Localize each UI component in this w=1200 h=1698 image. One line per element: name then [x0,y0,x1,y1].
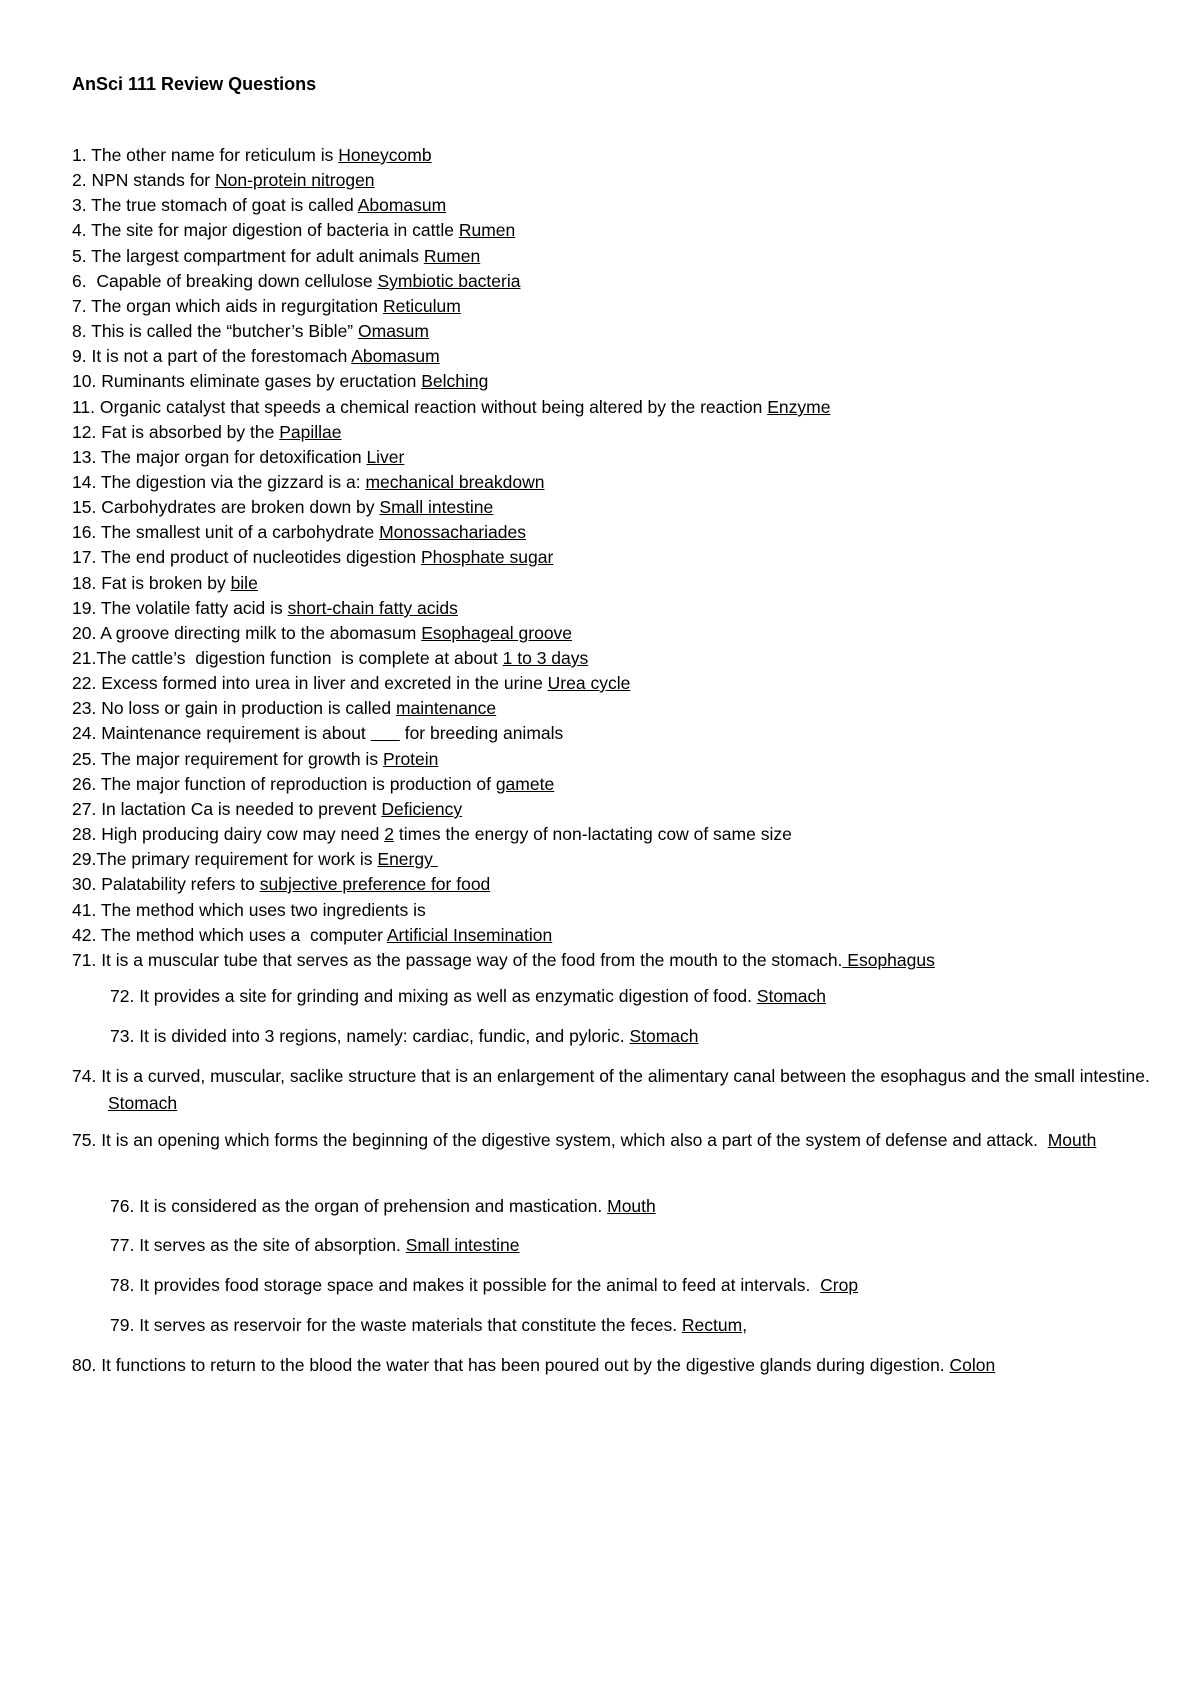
question-number: 8. [72,321,87,341]
question-item [0,192,1200,219]
question-item [0,1127,1200,1154]
question-line [0,469,1200,496]
question-answer: Stomach [108,1093,178,1113]
question-line [0,192,1200,219]
question-answer: 2 [384,824,394,844]
question-item [0,268,1200,295]
question-line [0,1193,1200,1220]
question-line [0,1063,1184,1117]
question-number: 11. [72,397,96,417]
question-answer: Rumen [458,220,516,240]
question-line [0,796,1200,823]
question-number: 22. [72,673,97,693]
question-answer: bile [230,573,258,593]
question-line [0,846,1200,873]
question-line [0,368,1200,395]
question-answer: Protein [382,749,439,769]
question-text: Fat is broken by [96,573,231,593]
question-line [0,343,1200,370]
question-item [0,394,1200,421]
question-number: 28. [72,824,97,844]
question-line [0,318,1200,345]
question-number: 74. [72,1066,97,1086]
question-number: 24. [72,723,97,743]
question-answer: Enzyme [767,397,831,417]
question-answer: Energy [377,849,438,869]
question-number: 20. [72,623,97,643]
question-number: 2. [72,170,87,190]
question-number: 17. [72,547,97,567]
question-item [0,217,1200,244]
question-item [0,983,1200,1010]
question-line [0,142,1200,169]
question-answer: Urea cycle [547,673,631,693]
question-line [0,1232,1200,1259]
question-item [0,871,1200,898]
question-answer: Esophagus [842,950,935,970]
question-line [0,922,1200,949]
question-answer: Abomasum [357,195,447,215]
question-item [0,167,1200,194]
question-item [0,1272,1200,1299]
question-line [0,746,1200,773]
question-line [0,1023,1200,1050]
question-text: Capable of breaking down cellulose [86,271,378,291]
question-text: It is a muscular tube that serves as the passage way of the food from the mouth to the stomach. [96,950,843,970]
question-item [0,243,1200,270]
question-text: It is a curved, muscular, saclike structure that is an enlargement of the alimentary canal between the esophagus and the small intestine. [96,1066,1160,1086]
question-line [0,595,1200,622]
question-number: 6. [72,271,87,291]
question-text: It is an opening which forms the beginning of the digestive system, which also a part of the system of defense and attack. [96,1130,1048,1150]
question-item [0,771,1200,798]
question-number: 78. [110,1275,135,1295]
question-item [0,444,1200,471]
question-line [0,394,1200,421]
question-line [0,444,1200,471]
question-item [0,695,1200,722]
question-line [0,1352,1184,1379]
question-item [0,1352,1200,1379]
question-item [0,318,1200,345]
question-answer: Monossachariades [379,522,526,542]
question-answer: Small intestine [379,497,494,517]
question-text: The site for major digestion of bacteria in cattle [86,220,459,240]
question-number: 71. [72,950,97,970]
question-answer: Reticulum [383,296,461,316]
question-answer: Colon [949,1355,996,1375]
question-answer: Symbiotic bacteria [377,271,521,291]
question-item [0,142,1200,169]
question-line [0,544,1200,571]
question-line [0,268,1200,295]
question-text: Organic catalyst that speeds a chemical reaction without being altered by the reaction [95,397,768,417]
question-number: 14. [72,472,97,492]
question-text: Fat is absorbed by the [96,422,280,442]
question-answer: Phosphate sugar [420,547,554,567]
question-item [0,469,1200,496]
question-number: 41. [72,900,97,920]
question-text: The end product of nucleotides digestion [96,547,421,567]
question-text: The major function of reproduction is production of [96,774,496,794]
question-item [0,796,1200,823]
question-item [0,720,1200,747]
question-line [0,695,1200,722]
question-number: 42. [72,925,97,945]
question-line [0,670,1200,697]
question-line [0,720,1200,747]
question-item [0,922,1200,949]
question-answer: Deficiency [381,799,463,819]
question-number: 77. [110,1235,135,1255]
question-line [0,494,1200,521]
question-number: 18. [72,573,97,593]
question-answer: Belching [421,371,489,391]
question-text: The true stomach of goat is called [86,195,358,215]
document-title: AnSci 111 Review Questions [72,74,317,94]
question-text: Maintenance requirement is about [96,723,371,743]
question-answer: Crop [820,1275,859,1295]
question-answer: maintenance [395,698,497,718]
question-line [0,419,1200,446]
question-item [0,620,1200,647]
question-number: 72. [110,986,135,1006]
question-number: 10. [72,371,97,391]
question-answer: Liver [366,447,405,467]
question-line [0,167,1200,194]
question-item [0,343,1200,370]
question-text: In lactation Ca is needed to prevent [96,799,382,819]
question-line [0,293,1200,320]
question-text: The method which uses a computer [96,925,387,945]
question-line [0,947,1200,974]
question-item [0,519,1200,546]
question-line [0,519,1200,546]
question-item [0,494,1200,521]
question-number: 5. [72,246,87,266]
question-text: It serves as reservoir for the waste materials that constitute the feces. [134,1315,682,1335]
question-text: The major organ for detoxification [96,447,367,467]
question-answer: Omasum [358,321,429,341]
question-number: 79. [110,1315,135,1335]
question-number: 9. [72,346,87,366]
question-line [0,217,1200,244]
question-number: 23. [72,698,97,718]
question-number: 30. [72,874,97,894]
question-line [0,821,1200,848]
question-item [0,645,1200,672]
question-line [0,1127,1184,1154]
question-text: High producing dairy cow may need [96,824,385,844]
question-item [0,544,1200,571]
question-answer: Abomasum [351,346,440,366]
question-line [0,1272,1200,1299]
question-answer: mechanical breakdown [365,472,545,492]
question-text: The digestion via the gizzard is a: [96,472,366,492]
question-number: 80. [72,1355,97,1375]
question-number: 75. [72,1130,97,1150]
question-item [0,897,1200,924]
question-text: Carbohydrates are broken down by [96,497,380,517]
question-answer: Honeycomb [338,145,432,165]
question-line [0,771,1200,798]
question-answer: Rectum, [681,1315,748,1335]
question-line [0,983,1200,1010]
question-text: It serves as the site of absorption. [134,1235,406,1255]
question-item [0,1232,1200,1259]
question-answer: Mouth [607,1196,656,1216]
question-answer: Rumen [423,246,481,266]
question-text: The cattle’s digestion function is complete at about [96,648,503,668]
question-text: It provides a site for grinding and mixing as well as enzymatic digestion of food. [134,986,757,1006]
question-item [0,846,1200,873]
question-item [0,1063,1200,1117]
question-number: 16. [72,522,97,542]
question-line [0,570,1200,597]
question-number: 21. [72,648,97,668]
question-line [0,243,1200,270]
question-item [0,1023,1200,1050]
question-item [0,947,1200,974]
question-item [0,570,1200,597]
question-text: It is divided into 3 regions, namely: cardiac, fundic, and pyloric. [134,1026,630,1046]
question-text: This is called the “butcher’s Bible” [86,321,358,341]
question-text: A groove directing milk to the abomasum [96,623,422,643]
question-item [0,293,1200,320]
question-text: The method which uses two ingredients is [96,900,426,920]
question-line [0,1312,1200,1339]
question-answer: gamete [495,774,555,794]
question-item [0,746,1200,773]
question-text-after: for breeding animals [399,723,564,743]
question-number: 15. [72,497,97,517]
question-answer: Artificial Insemination [386,925,553,945]
question-item [0,1193,1200,1220]
question-answer: Esophageal groove [421,623,573,643]
question-text: The largest compartment for adult animals [86,246,424,266]
question-text: The organ which aids in regurgitation [86,296,383,316]
question-text: The major requirement for growth is [96,749,383,769]
question-text: The other name for reticulum is [86,145,339,165]
question-text: NPN stands for [86,170,215,190]
question-text: The volatile fatty acid is [96,598,288,618]
question-number: 76. [110,1196,135,1216]
question-item [0,368,1200,395]
question-text: It functions to return to the blood the water that has been poured out by the digestive glands during digestion. [96,1355,950,1375]
question-item [0,419,1200,446]
question-number: 25. [72,749,97,769]
question-answer: Non-protein nitrogen [215,170,375,190]
question-number: 12. [72,422,97,442]
question-number: 1. [72,145,87,165]
question-text: The smallest unit of a carbohydrate [96,522,380,542]
question-line [0,645,1200,672]
question-item [0,1312,1200,1339]
question-item [0,595,1200,622]
question-text: It is considered as the organ of prehension and mastication. [134,1196,608,1216]
question-answer: Stomach [629,1026,699,1046]
question-answer: Papillae [279,422,342,442]
question-number: 19. [72,598,97,618]
question-number: 27. [72,799,97,819]
question-text: It is not a part of the forestomach [86,346,352,366]
question-text-after: times the energy of non-lactating cow of same size [394,824,792,844]
question-item [0,670,1200,697]
question-number: 13. [72,447,97,467]
question-answer: short-chain fatty acids [287,598,458,618]
question-answer [371,723,400,743]
question-answer: 1 to 3 days [502,648,589,668]
question-number: 73. [110,1026,135,1046]
question-text: Ruminants eliminate gases by eructation [96,371,422,391]
question-text: Excess formed into urea in liver and excreted in the urine [96,673,548,693]
question-number: 4. [72,220,87,240]
question-answer: Mouth [1047,1130,1097,1150]
question-number: 29. [72,849,97,869]
question-item [0,821,1200,848]
question-text: No loss or gain in production is called [96,698,396,718]
question-number: 7. [72,296,87,316]
question-answer: Small intestine [405,1235,520,1255]
question-text: The primary requirement for work is [96,849,378,869]
question-number: 3. [72,195,87,215]
question-text: It provides food storage space and makes it possible for the animal to feed at intervals. [134,1275,821,1295]
question-number: 26. [72,774,97,794]
question-answer: subjective preference for food [259,874,491,894]
question-line [0,897,1200,924]
question-answer: Stomach [756,986,826,1006]
question-text: Palatability refers to [96,874,260,894]
question-line [0,871,1200,898]
question-line [0,620,1200,647]
